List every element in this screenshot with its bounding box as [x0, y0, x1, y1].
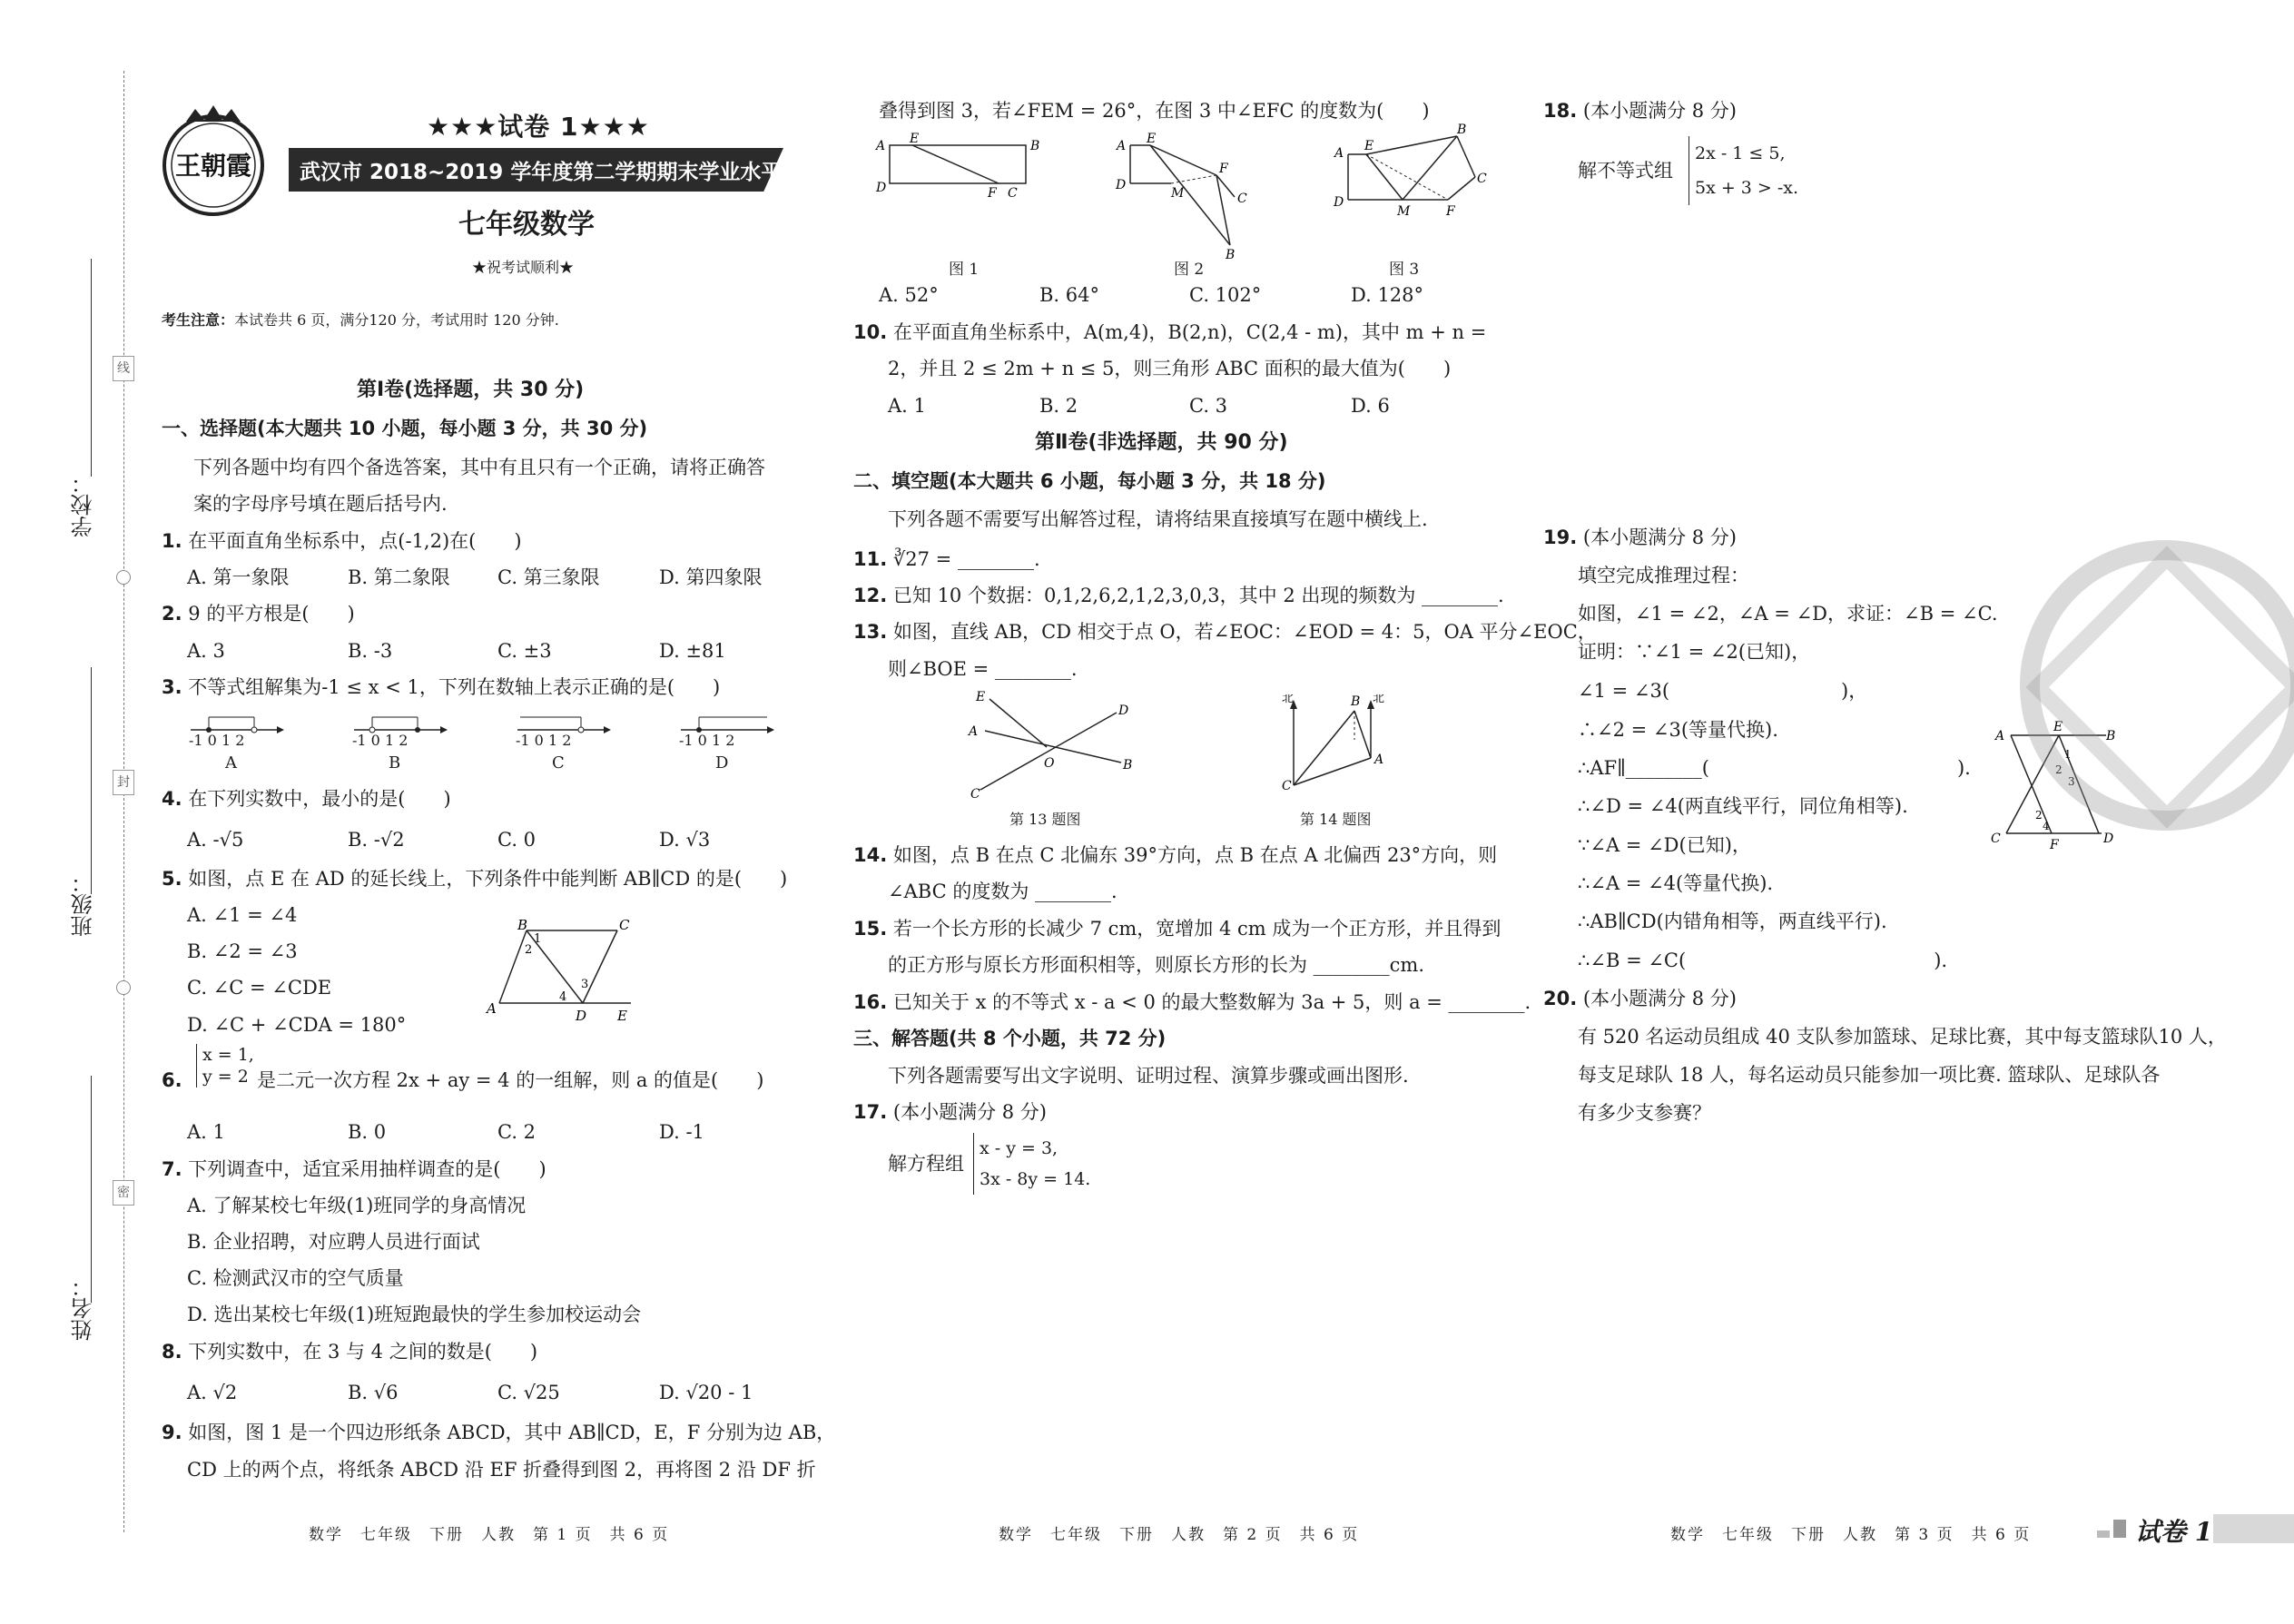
exam-notice: 考生注意：本试卷共 6 页，满分120 分，考试用时 120 分钟.	[162, 311, 559, 329]
option-b: B. 64°	[1039, 284, 1100, 306]
option-b: B. -√2	[348, 829, 405, 851]
svg-text:B: B	[1123, 758, 1133, 773]
svg-text:A: A	[1334, 146, 1344, 161]
section-3-intro: 下列各题需要写出文字说明、证明过程、演算步骤或画出图形.	[888, 1065, 1409, 1087]
option-d: D. √20 - 1	[659, 1382, 753, 1403]
name-line	[91, 1076, 92, 1303]
svg-text:B: B	[1351, 694, 1361, 709]
tick-labels: -1 0 1 2	[352, 732, 409, 749]
question-13: 13. 如图，直线 AB，CD 相交于点 O，若∠EOC：∠EOD = 4：5，OA 平分∠EOC，	[853, 621, 1597, 643]
question-16: 16. 已知关于 x 的不等式 x - a < 0 的最大整数解为 3a + 5，则 a = ________.	[853, 991, 1531, 1013]
svg-text:C: C	[1282, 779, 1292, 793]
option-b: B. 企业招聘，对应聘人员进行面试	[187, 1231, 480, 1253]
svg-text:F: F	[988, 186, 997, 201]
subject-title: 七年级数学	[458, 209, 595, 241]
svg-text:E: E	[2053, 720, 2063, 734]
q13-figure	[967, 685, 1148, 807]
class-line	[91, 667, 92, 894]
page-footer-2: 数学 七年级 下册 人教 第 2 页 共 6 页	[999, 1526, 1360, 1544]
question-14-cont: ∠ABC 的度数为 ________.	[888, 881, 1117, 902]
q19-line: 如图，∠1 = ∠2，∠A = ∠D，求证：∠B = ∠C.	[1578, 603, 1998, 625]
q19-line: ∴AB∥CD(内错角相等，两直线平行).	[1578, 910, 1887, 932]
section-2-intro: 下列各题不需要写出解答过程，请将结果直接填写在题中横线上.	[888, 508, 1428, 530]
svg-text:A: A	[1374, 753, 1384, 767]
svg-text:A: A	[969, 724, 979, 739]
svg-text:M: M	[1171, 186, 1185, 201]
question-17-text: 解方程组	[888, 1153, 964, 1175]
option-d: D. -1	[659, 1121, 704, 1143]
svg-text:2: 2	[2055, 763, 2063, 776]
svg-text:F: F	[2050, 838, 2059, 852]
option-d: D	[715, 753, 729, 773]
option-d: D. 128°	[1351, 284, 1424, 306]
figure-caption: 第 14 题图	[1300, 811, 1372, 828]
svg-text:C: C	[1008, 186, 1018, 201]
svg-text:F: F	[1446, 204, 1455, 219]
svg-text:北: 北	[1373, 694, 1385, 705]
option-c: C. ∠C = ∠CDE	[187, 977, 332, 999]
option-c: C	[552, 753, 565, 773]
svg-text:E: E	[976, 690, 986, 704]
option-c: C. 3	[1189, 395, 1228, 417]
option-a: A. 1	[187, 1121, 225, 1143]
question-5: 5. 如图，点 E 在 AD 的延长线上，下列条件中能判断 AB∥CD 的是( )	[162, 868, 788, 890]
tick-labels: -1 0 1 2	[189, 732, 245, 749]
option-c: C. ±3	[497, 640, 552, 662]
question-10-cont: 2，并且 2 ≤ 2m + n ≤ 5，则三角形 ABC 面积的最大值为( )	[888, 358, 1452, 379]
svg-text:D: D	[1118, 704, 1129, 718]
seal-char-2: 封	[113, 770, 134, 795]
seal-char-1: 线	[113, 356, 134, 381]
binding-hole	[116, 570, 131, 585]
figure-caption: 图 3	[1389, 261, 1420, 279]
svg-text:B: B	[1457, 123, 1467, 137]
option-d: D. ∠C + ∠CDA = 180°	[187, 1014, 407, 1036]
svg-text:M: M	[1397, 204, 1411, 219]
option-a: A. -√5	[187, 829, 244, 851]
page-footer-1: 数学 七年级 下册 人教 第 1 页 共 6 页	[309, 1526, 670, 1544]
q19-line: ∵∠A = ∠D(已知)，	[1578, 834, 1751, 856]
svg-text:D: D	[576, 1008, 587, 1024]
svg-text:4: 4	[559, 990, 567, 1004]
svg-text:A: A	[1117, 139, 1127, 153]
brand-logo	[154, 102, 272, 220]
part1-title: 第Ⅰ卷(选择题，共 30 分)	[357, 379, 585, 401]
option-a: A. 了解某校七年级(1)班同学的身高情况	[187, 1195, 527, 1216]
q9-figure-1	[871, 132, 1053, 208]
option-c: C. 2	[497, 1121, 537, 1143]
section-2-title: 二、填空题(本大题共 6 小题，每小题 3 分，共 18 分)	[853, 470, 1326, 492]
option-d: D. ±81	[659, 640, 726, 662]
svg-text:C: C	[1477, 172, 1487, 186]
q9-figure-3	[1330, 123, 1493, 226]
q14-figure	[1271, 694, 1416, 807]
q19-line: ∴AF∥________( ).	[1578, 757, 1971, 779]
binding-hole	[116, 980, 131, 995]
svg-text:D: D	[1116, 178, 1127, 192]
q20-line: 有多少支参赛？	[1578, 1102, 1711, 1124]
svg-text:B: B	[1226, 248, 1236, 259]
svg-text:1: 1	[2064, 748, 2072, 761]
tick-labels: -1 0 1 2	[516, 732, 572, 749]
svg-text:E: E	[1147, 132, 1157, 146]
option-c: C. 102°	[1189, 284, 1262, 306]
question-6-text: 是二元一次方程 2x + ay = 4 的一组解，则 a 的值是( )	[257, 1069, 764, 1091]
section-1-title: 一、选择题(本大题共 10 小题，每小题 3 分，共 30 分)	[162, 418, 648, 439]
binding-line	[123, 71, 124, 1532]
option-d: D. √3	[659, 829, 711, 851]
decor-block	[2097, 1530, 2110, 1538]
equation-system: x = 1, y = 2	[196, 1044, 254, 1088]
option-c: C. 0	[497, 829, 537, 851]
svg-text:1: 1	[534, 932, 542, 946]
class-label: 班级：	[71, 871, 96, 937]
svg-text:F: F	[1219, 162, 1228, 176]
option-b: B. -3	[348, 640, 393, 662]
question-14: 14. 如图，点 B 在点 C 北偏东 39°方向，点 B 在点 A 北偏西 23°方向，则	[853, 844, 1498, 866]
figure-caption: 图 2	[1174, 261, 1205, 279]
tag-background	[2213, 1514, 2294, 1543]
option-b: B. ∠2 = ∠3	[187, 940, 298, 962]
svg-text:2: 2	[2035, 809, 2043, 822]
seal-char-3: 密	[113, 1180, 134, 1206]
question-19: 19. (本小题满分 8 分)	[1543, 527, 1737, 548]
svg-text:B: B	[1030, 139, 1040, 153]
question-15-cont: 的正方形与原长方形面积相等，则原长方形的长为 ________cm.	[888, 954, 1425, 976]
option-c: C. 检测武汉市的空气质量	[187, 1267, 404, 1289]
q19-line: ∴∠D = ∠4(两直线平行，同位角相等).	[1578, 795, 1908, 817]
option-a: A. 52°	[879, 284, 939, 306]
name-label: 姓名：	[71, 1275, 96, 1341]
option-b: B. 2	[1039, 395, 1078, 417]
section-3-title: 三、解答题(共 8 个小题，共 72 分)	[853, 1028, 1167, 1049]
option-c: C. √25	[497, 1382, 560, 1403]
section-1-intro: 案的字母序号填在题后括号内.	[193, 493, 448, 515]
q20-line: 每支足球队 18 人，每名运动员只能参加一项比赛. 篮球队、足球队各	[1578, 1064, 2161, 1086]
svg-text:4: 4	[2043, 820, 2050, 832]
question-13-cont: 则∠BOE = ________.	[888, 658, 1078, 680]
option-b: B. 第二象限	[348, 566, 450, 588]
question-9: 9. 如图，图 1 是一个四边形纸条 ABCD，其中 AB∥CD，E，F 分别为边 AB，	[162, 1422, 836, 1443]
watermark-stamp	[2020, 540, 2294, 831]
question-15: 15. 若一个长方形的长减少 7 cm，宽增加 4 cm 成为一个正方形，并且得到	[853, 918, 1501, 940]
option-a: A. 第一象限	[187, 566, 290, 588]
svg-text:C: C	[1237, 192, 1247, 206]
option-d: D. 第四象限	[659, 566, 763, 588]
series-label: ★★★试卷 1★★★	[427, 112, 650, 142]
equation-system: x - y = 3, 3x - 8y = 14.	[973, 1133, 1090, 1195]
inequality-system: 2x - 1 ≤ 5, 5x + 3 > -x.	[1689, 136, 1798, 205]
question-18-text: 解不等式组	[1578, 160, 1673, 182]
svg-text:B: B	[517, 917, 528, 933]
option-a: A. √2	[187, 1382, 238, 1403]
svg-text:E: E	[617, 1008, 627, 1024]
svg-text:A: A	[487, 1000, 497, 1017]
option-a: A. 1	[888, 395, 926, 417]
question-18: 18. (本小题满分 8 分)	[1543, 100, 1737, 122]
svg-text:北: 北	[1282, 694, 1295, 705]
figure-caption: 第 13 题图	[1009, 811, 1081, 828]
question-11: 11. ∛27 = ________.	[853, 548, 1040, 570]
option-c: C. 第三象限	[497, 566, 600, 588]
q19-line: 填空完成推理过程：	[1578, 565, 1749, 586]
question-20: 20. (本小题满分 8 分)	[1543, 988, 1737, 1009]
option-a: A. 3	[187, 640, 225, 662]
option-b: B	[389, 753, 401, 773]
q19-line: ∴∠2 = ∠3(等量代换).	[1578, 719, 1778, 741]
svg-text:B: B	[2106, 729, 2116, 743]
svg-text:A: A	[1995, 729, 2005, 743]
question-8: 8. 下列实数中，在 3 与 4 之间的数是( )	[162, 1341, 538, 1363]
svg-text:C: C	[619, 917, 630, 933]
page-footer-3: 数学 七年级 下册 人教 第 3 页 共 6 页	[1670, 1526, 2032, 1544]
svg-text:3: 3	[2068, 775, 2075, 788]
wish-text: ★祝考试顺利★	[472, 259, 575, 276]
svg-text:C: C	[1991, 832, 2001, 846]
q19-line: ∴∠A = ∠4(等量代换).	[1578, 872, 1774, 894]
svg-text:3: 3	[581, 978, 589, 991]
question-7: 7. 下列调查中，适宜采用抽样调查的是( )	[162, 1158, 546, 1180]
question-6: 6.	[162, 1069, 182, 1091]
question-9-cont: CD 上的两个点，将纸条 ABCD 沿 EF 折叠得到图 2，再将图 2 沿 DF 折	[187, 1459, 816, 1481]
svg-text:C: C	[970, 787, 980, 802]
exam-tag: 试卷 1	[2135, 1517, 2213, 1547]
q20-line: 有 520 名运动员组成 40 支队参加篮球、足球比赛，其中每支篮球队10 人，	[1578, 1026, 2227, 1048]
question-3: 3. 不等式组解集为-1 ≤ x < 1，下列在数轴上表示正确的是( )	[162, 676, 721, 698]
part2-title: 第Ⅱ卷(非选择题，共 90 分)	[1035, 431, 1288, 454]
school-label: 学校：	[71, 472, 96, 537]
question-4: 4. 在下列实数中，最小的是( )	[162, 788, 451, 810]
svg-text:2: 2	[525, 943, 533, 957]
question-2: 2. 9 的平方根是( )	[162, 603, 355, 625]
logo-text: 王朝霞	[174, 151, 252, 181]
q19-line: 证明：∵∠1 = ∠2(已知)，	[1578, 641, 1811, 663]
q19-line: ∴∠B = ∠C( ).	[1578, 950, 1948, 971]
svg-text:O: O	[1044, 756, 1055, 771]
option-d: D. 选出某校七年级(1)班短跑最快的学生参加校运动会	[187, 1304, 642, 1325]
option-a: A	[225, 753, 237, 773]
question-9-cont: 叠得到图 3，若∠FEM = 26°，在图 3 中∠EFC 的度数为( )	[879, 100, 1430, 122]
svg-text:D: D	[2103, 832, 2114, 846]
question-10: 10. 在平面直角坐标系中，A(m,4)，B(2,n)，C(2,4 - m)，其中 m + n =	[853, 321, 1487, 343]
section-1-intro: 下列各题中均有四个备选答案，其中有且只有一个正确，请将正确答	[193, 457, 765, 478]
q19-line: ∠1 = ∠3( )，	[1578, 680, 1868, 702]
svg-text:E: E	[910, 132, 920, 146]
option-d: D. 6	[1351, 395, 1390, 417]
figure-caption: 图 1	[949, 261, 980, 279]
option-a: A. ∠1 = ∠4	[187, 904, 298, 926]
q9-figure-2	[1112, 132, 1257, 262]
exam-title: 武汉市 2018~2019 学年度第二学期期末学业水平测试试题卷	[300, 161, 887, 184]
option-b: B. 0	[348, 1121, 387, 1143]
decor-block	[2113, 1520, 2126, 1538]
question-12: 12. 已知 10 个数据：0,1,2,6,2,1,2,3,0,3，其中 2 出现的频数为 ________.	[853, 585, 1504, 606]
option-b: B. √6	[348, 1382, 399, 1403]
svg-text:D: D	[876, 181, 887, 195]
question-1: 1. 在平面直角坐标系中，点(-1,2)在( )	[162, 530, 522, 552]
svg-text:D: D	[1334, 195, 1344, 210]
tick-labels: -1 0 1 2	[679, 732, 735, 749]
q5-figure	[481, 917, 645, 1029]
svg-text:E: E	[1364, 139, 1374, 153]
question-17: 17. (本小题满分 8 分)	[853, 1101, 1047, 1123]
svg-text:A: A	[876, 139, 886, 153]
school-line	[91, 259, 92, 477]
